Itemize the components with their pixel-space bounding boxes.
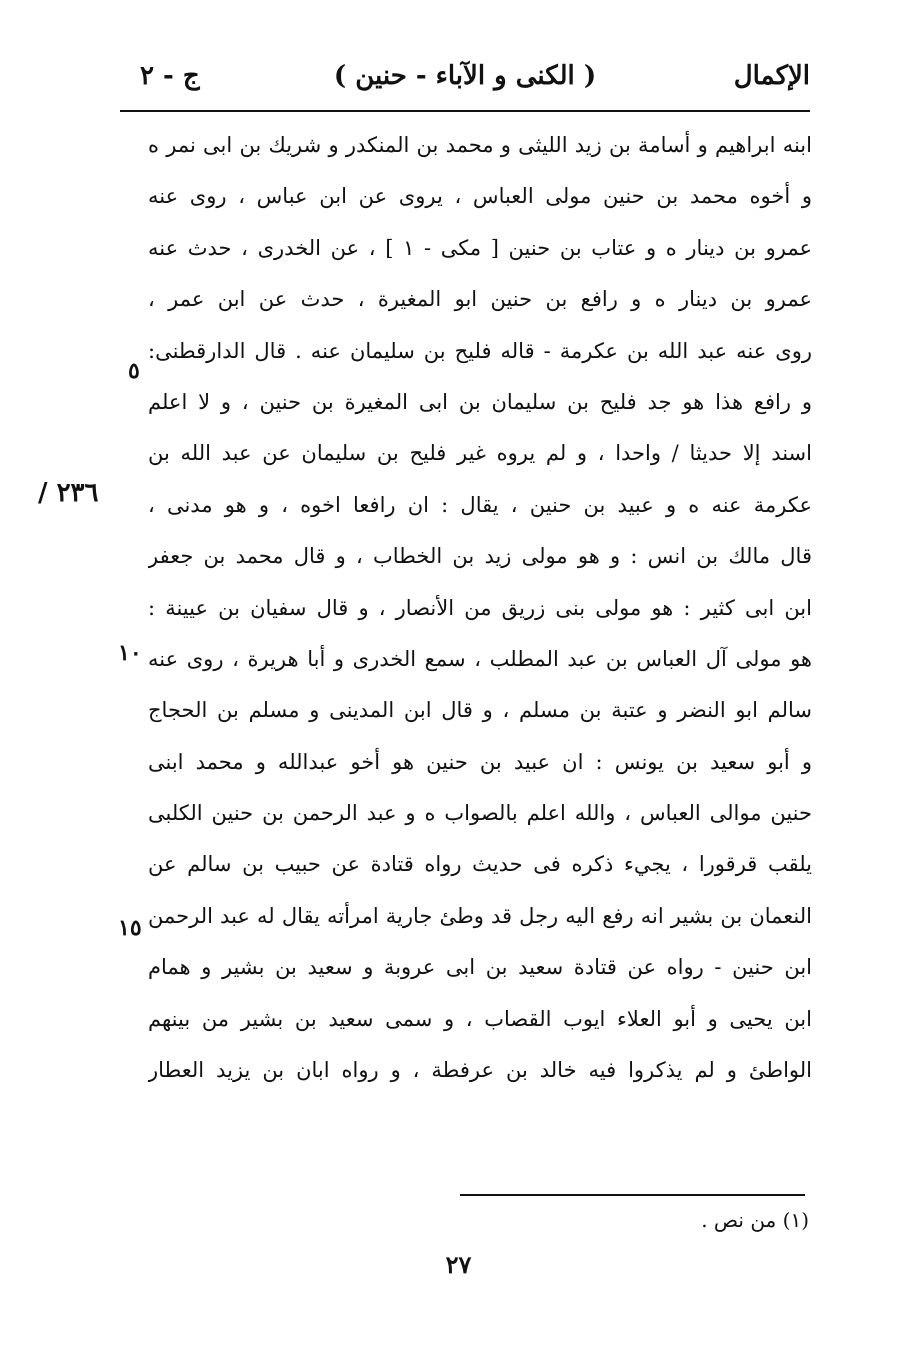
page-number: ٢٧ — [445, 1250, 472, 1279]
volume-label: ج - ٢ — [140, 61, 200, 91]
text-line: عكرمة عنه ه و عبيد بن حنين ، يقال : ان رافعا اخوه ، و هو مدنى ، — [148, 492, 812, 517]
text-line: حنين موالى العباس ، والله اعلم بالصواب ه و عبد الرحمن بن حنين الكلبى — [148, 801, 812, 826]
text-line: يلقب قرقورا ، يجيء ذكره فى حديث رواه قتادة عن حبيب بن سالم عن — [148, 852, 812, 877]
text-line: عمرو بن دينار ه و عتاب بن حنين [ مكى - ١ ] ، عن الخدرى ، حدث عنه — [148, 235, 812, 260]
body-text — [148, 120, 812, 1096]
text-line: هو مولى آل العباس بن عبد المطلب ، سمع الخدرى و أبا هريرة ، روى عنه — [148, 646, 812, 671]
section-title: ( الكنى و الآباء - حنين ) — [333, 61, 597, 91]
text-line: و رافع هذا هو جد فليح بن سليمان بن ابى المغيرة بن حنين ، و لا اعلم — [148, 389, 812, 414]
book-title: الإكمال — [733, 61, 810, 91]
text-line: روى عنه عبد الله بن عكرمة - قاله فليح بن سليمان عنه . قال الدارقطنى: — [148, 338, 812, 363]
footnote-rule — [460, 1194, 805, 1196]
text-line: ابن ابى كثير : هو مولى بنى زريق من الأنصار ، و قال سفيان بن عيينة : — [148, 595, 812, 620]
header-rule — [120, 110, 810, 112]
line-number-5: ٥ — [128, 358, 140, 384]
text-line: عمرو بن دينار ه و رافع بن حنين ابو المغيرة ، حدث عن ابن عمر ، — [148, 287, 812, 312]
line-number-10: ١٠ — [118, 640, 142, 666]
text-line: النعمان بن بشير انه رفع اليه رجل قد وطئ جارية امرأته يقال له عبد الرحمن — [148, 903, 812, 928]
footnote: (١) من نص . — [701, 1208, 809, 1232]
text-line: الواطئ و لم يذكروا فيه خالد بن عرفطة ، و رواه ابان بن يزيد العطار — [148, 1058, 812, 1083]
manuscript-folio-ref: ٢٣٦ / — [38, 478, 99, 508]
text-line: ابنه ابراهيم و أسامة بن زيد الليثى و محمد بن المنكدر و شريك بن ابى نمر ه — [148, 133, 812, 157]
text-line: و أبو سعيد بن يونس : ان عبيد بن حنين هو أخو عبدالله و محمد ابنى — [148, 749, 812, 774]
text-line: ابن يحيى و أبو العلاء ايوب القصاب ، و سمى سعيد بن بشير من بينهم — [148, 1006, 812, 1031]
text-line: قال مالك بن انس : و هو مولى زيد بن الخطاب ، و قال محمد بن جعفر — [148, 544, 812, 569]
page-header — [120, 56, 810, 100]
text-line: سالم ابو النضر و عتبة بن مسلم ، و قال ابن المدينى و مسلم بن الحجاج — [148, 698, 812, 723]
line-number-15: ١٥ — [118, 915, 142, 941]
text-line: و أخوه محمد بن حنين مولى العباس ، يروى عن ابن عباس ، روى عنه — [148, 184, 812, 209]
text-line: اسند إلا حديثا / واحدا ، و لم يروه غير فليح بن سليمان عن عبد الله بن — [148, 441, 812, 466]
text-line: ابن حنين - رواه عن قتادة سعيد بن ابى عروبة و سعيد بن بشير و همام — [148, 955, 812, 980]
